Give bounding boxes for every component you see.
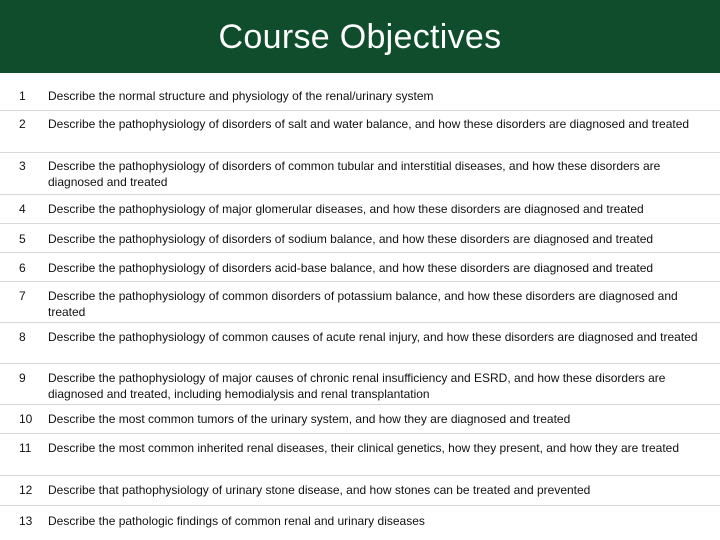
header-bar: [0, 0, 720, 73]
objective-row: [0, 476, 720, 506]
objective-row: [0, 153, 720, 195]
objective-number: 9: [19, 371, 26, 385]
objective-row: [0, 323, 720, 364]
objective-number: 8: [19, 330, 26, 344]
objectives-table: [0, 73, 720, 536]
objective-text: Describe the pathologic findings of common renal and urinary diseases: [48, 514, 425, 528]
objective-number: 11: [19, 441, 32, 455]
objective-text: Describe the pathophysiology of common disorders of potassium balance, and how these disorders are diagnosed and treated: [48, 289, 678, 319]
objective-row: [0, 111, 720, 153]
objective-text: Describe the most common inherited renal diseases, their clinical genetics, how they present, and how they are treated: [48, 441, 679, 455]
objective-row: [0, 224, 720, 253]
page-title: Course Objectives: [218, 18, 502, 56]
objective-text: Describe the pathophysiology of disorders acid-base balance, and how these disorders are diagnosed and treated: [48, 261, 654, 275]
objective-text: Describe the pathophysiology of major glomerular diseases, and how these disorders are diagnosed and treated: [48, 202, 644, 216]
objective-number: 12: [19, 483, 33, 497]
objective-number: 1: [19, 89, 26, 103]
objective-text: Describe that pathophysiology of urinary stone disease, and how stones can be treated and prevented: [48, 483, 591, 497]
objective-row: [0, 364, 720, 405]
objective-text: Describe the most common tumors of the urinary system, and how they are diagnosed and treated: [48, 412, 571, 426]
objective-number: 6: [19, 261, 26, 275]
objective-row: [0, 434, 720, 476]
objective-row: [0, 73, 720, 111]
objective-text: Describe the pathophysiology of disorders of sodium balance, and how these disorders are diagnosed and treated: [48, 232, 654, 246]
objective-number: 7: [19, 289, 26, 303]
objective-row: [0, 195, 720, 224]
objective-text: Describe the pathophysiology of common causes of acute renal injury, and how these disorders are diagnosed and treated: [48, 330, 698, 344]
objective-text: Describe the pathophysiology of disorders of common tubular and interstitial diseases, and how these disorders are diagnosed and treated: [48, 159, 661, 189]
objective-number: 4: [19, 202, 26, 216]
objective-number: 5: [19, 232, 26, 246]
objective-row: [0, 253, 720, 282]
objective-text: Describe the normal structure and physiology of the renal/urinary system: [48, 89, 434, 103]
objective-row: [0, 506, 720, 536]
objective-row: [0, 405, 720, 434]
objective-text: Describe the pathophysiology of major causes of chronic renal insufficiency and ESRD, and how these disorders are diagnosed and treated, including hemodialysis and renal transplantation: [48, 371, 666, 401]
objective-number: 10: [19, 412, 33, 426]
objective-number: 13: [19, 514, 33, 528]
objective-number: 2: [19, 117, 26, 131]
objective-row: [0, 282, 720, 323]
objective-number: 3: [19, 159, 26, 173]
objective-text: Describe the pathophysiology of disorders of salt and water balance, and how these disorders are diagnosed and treated: [48, 117, 690, 131]
